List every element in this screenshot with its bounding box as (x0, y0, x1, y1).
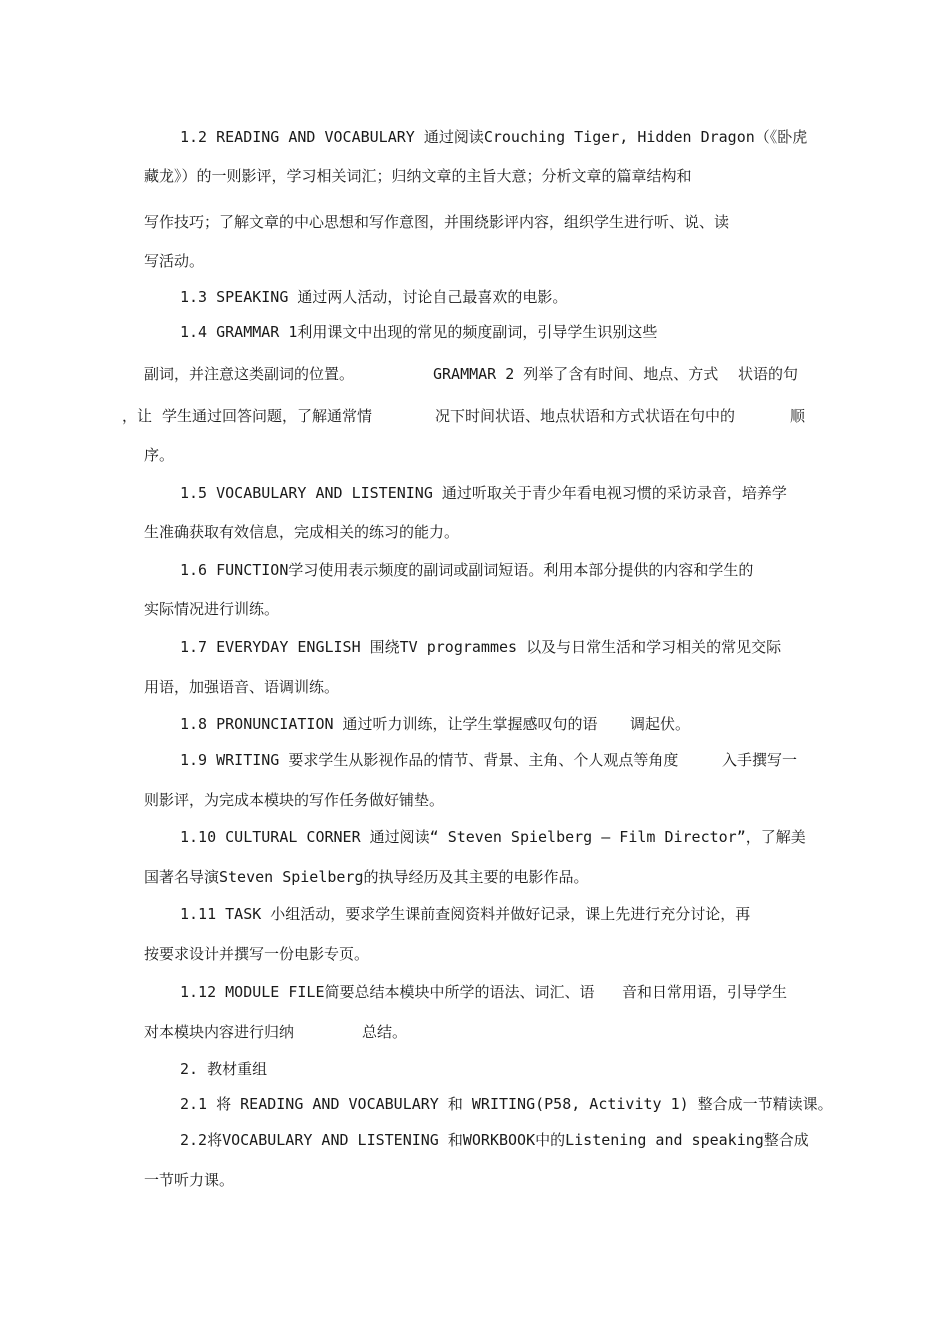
paragraph-fragment: 况下时间状语、地点状语和方式状语在句中的 (435, 407, 736, 425)
paragraph-fragment: 状语的句 (738, 365, 799, 383)
paragraph-line: 序。 (144, 446, 175, 464)
paragraph-line: 写活动。 (144, 252, 205, 270)
paragraph-line: 1.7 EVERYDAY ENGLISH 围绕TV programmes 以及与日常生活和学习相关的常见交际 (180, 638, 782, 656)
paragraph-fragment: 顺 (790, 407, 806, 425)
paragraph-line: 1.6 FUNCTION学习使用表示频度的副词或副词短语。利用本部分提供的内容和学生的 (180, 561, 754, 579)
paragraph-line: 1.2 READING AND VOCABULARY 通过阅读Crouching Tiger, Hidden Dragon（《卧虎 (180, 128, 808, 146)
paragraph-fragment: 1.12 MODULE FILE简要总结本模块中所学的语法、词汇、语 (180, 983, 595, 1001)
paragraph-line: 用语，加强语音、语调训练。 (144, 678, 340, 696)
paragraph-line: 1.10 CULTURAL CORNER 通过阅读“ Steven Spielberg — Film Director”，了解美 (180, 828, 806, 846)
paragraph-line: 藏龙》）的一则影评，学习相关词汇；归纳文章的主旨大意；分析文章的篇章结构和 (144, 167, 692, 185)
paragraph-line: 写作技巧；了解文章的中心思想和写作意图，并围绕影评内容，组织学生进行听、说、读 (144, 213, 730, 231)
paragraph-line: 国著名导演Steven Spielberg的执导经历及其主要的电影作品。 (144, 868, 589, 886)
paragraph-line: 一节听力课。 (144, 1171, 235, 1189)
paragraph-line: 1.5 VOCABULARY AND LISTENING 通过听取关于青少年看电视习惯的采访录音，培养学 (180, 484, 787, 502)
paragraph-fragment: 音和日常用语，引导学生 (622, 983, 788, 1001)
paragraph-fragment: 调起伏。 (630, 715, 691, 733)
paragraph-line: 2.2将VOCABULARY AND LISTENING 和WORKBOOK中的Listening and speaking整合成 (180, 1131, 809, 1149)
paragraph-line: 实际情况进行训练。 (144, 600, 280, 618)
paragraph-line: 1.11 TASK 小组活动，要求学生课前查阅资料并做好记录，课上先进行充分讨论，再 (180, 905, 751, 923)
paragraph-line: 1.4 GRAMMAR 1利用课文中出现的常见的频度副词，引导学生识别这些 (180, 323, 658, 341)
paragraph-fragment: 对本模块内容进行归纳 (144, 1023, 295, 1041)
paragraph-fragment: 入手撰写一 (722, 751, 798, 769)
paragraph-line: 按要求设计并撰写一份电影专页。 (144, 945, 370, 963)
paragraph-fragment: 副词，并注意这类副词的位置。 (144, 365, 355, 383)
paragraph-fragment: 1.8 PRONUNCIATION 通过听力训练，让学生掌握感叹句的语 (180, 715, 598, 733)
paragraph-fragment: GRAMMAR 2 列举了含有时间、地点、方式 (433, 365, 719, 383)
section-heading: 2. 教材重组 (180, 1060, 268, 1078)
paragraph-line: 则影评，为完成本模块的写作任务做好铺垫。 (144, 791, 445, 809)
paragraph-line: 2.1 将 READING AND VOCABULARY 和 WRITING(P58, Activity 1) 整合成一节精读课。 (180, 1095, 833, 1113)
paragraph-fragment: 学生通过回答问题，了解通常情 (162, 407, 373, 425)
paragraph-line: 1.3 SPEAKING 通过两人活动，讨论自己最喜欢的电影。 (180, 288, 568, 306)
paragraph-fragment: 总结。 (362, 1023, 408, 1041)
paragraph-line: 生准确获取有效信息，完成相关的练习的能力。 (144, 523, 460, 541)
paragraph-fragment: ，让 (122, 407, 153, 425)
paragraph-fragment: 1.9 WRITING 要求学生从影视作品的情节、背景、主角、个人观点等角度 (180, 751, 679, 769)
